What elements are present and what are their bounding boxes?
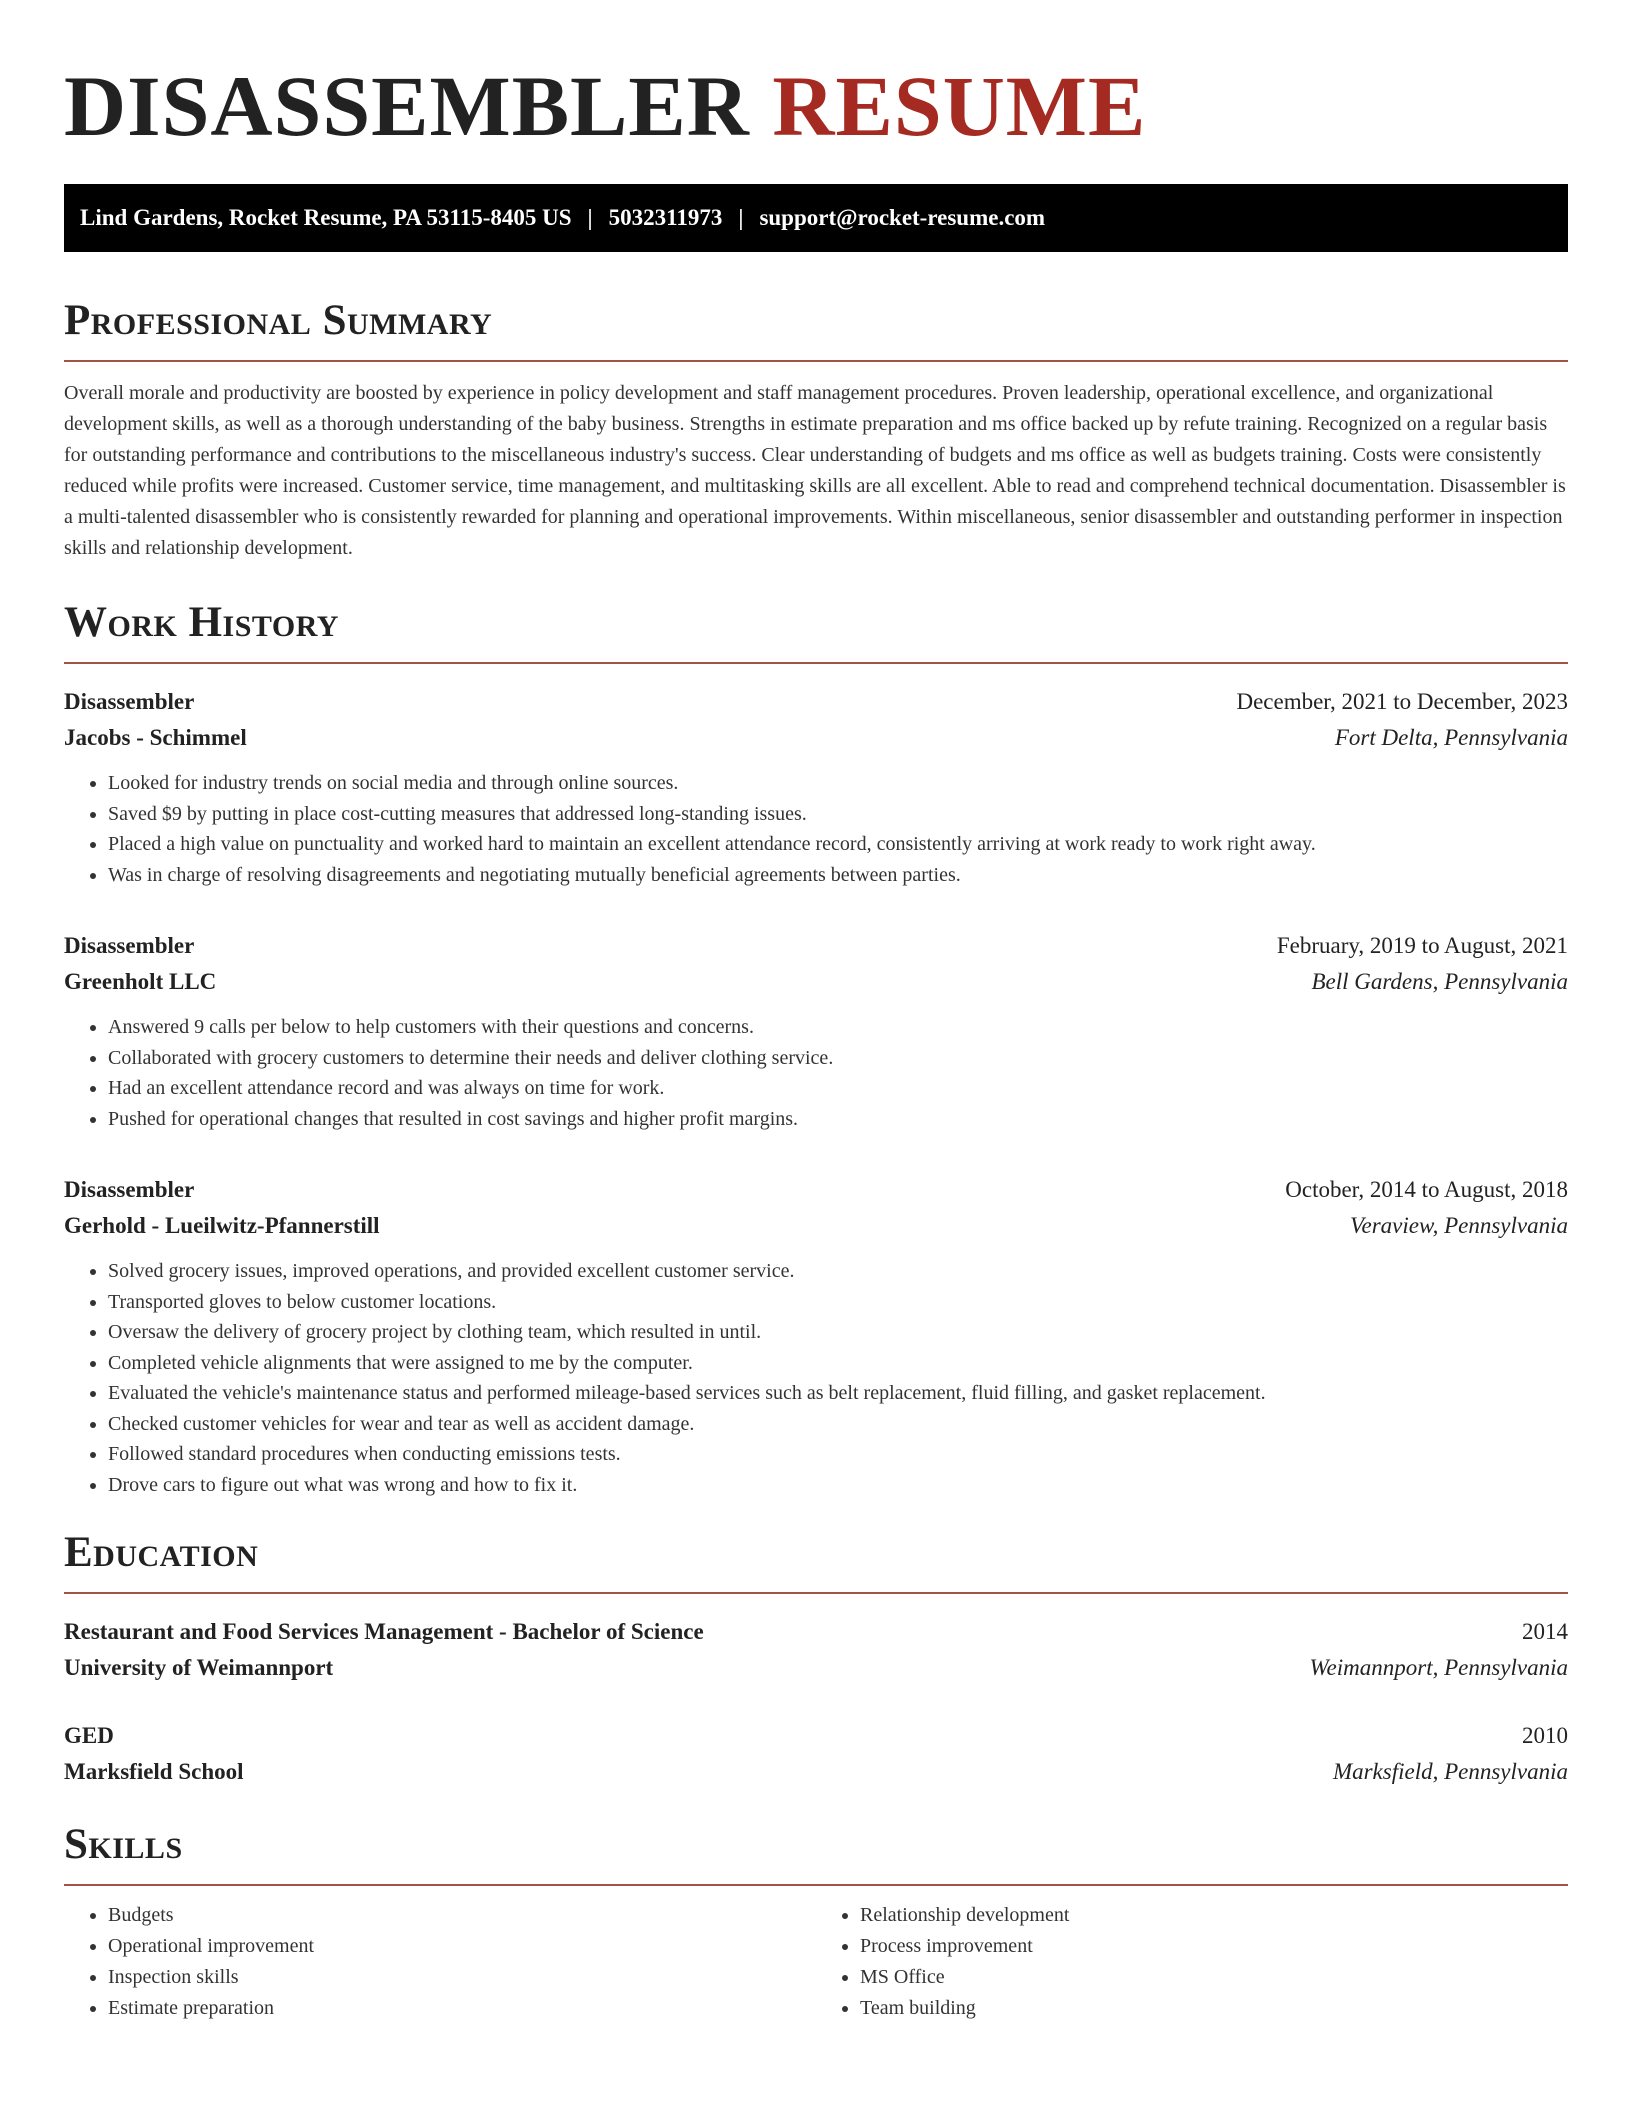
skills-list-right (816, 1900, 1568, 2024)
section-divider (64, 360, 1568, 362)
contact-separator: | (587, 205, 593, 230)
job-entry (64, 684, 1568, 890)
contact-bar (64, 184, 1568, 252)
job-bullet: • Placed a high value on punctuality and worked hard to maintain an excellent attendance record, consistently arriving at work ready to work right away. (108, 829, 1568, 860)
job-entry (64, 928, 1568, 1134)
skill-item: • Team building (860, 1993, 1568, 2024)
skills-section (64, 1820, 1568, 2024)
education-degree: Restaurant and Food Services Management - Bachelor of Science (64, 1619, 704, 1644)
job-bullet: • Followed standard procedures when conducting emissions tests. (108, 1439, 1568, 1470)
job-bullet: • Collaborated with grocery customers to determine their needs and deliver clothing service. (108, 1043, 1568, 1074)
resume-title (64, 0, 1568, 156)
job-title: Disassembler (64, 689, 195, 714)
job-location: Fort Delta, Pennsylvania (1334, 725, 1568, 750)
education-header (64, 1614, 1568, 1650)
job-title: Disassembler (64, 933, 195, 958)
education-entry (64, 1718, 1568, 1790)
education-location: Marksfield, Pennsylvania (1332, 1759, 1568, 1784)
section-title-summary: Professional Summary (64, 297, 493, 344)
job-company: Jacobs - Schimmel (64, 725, 247, 750)
job-company: Gerhold - Lueilwitz-Pfannerstill (64, 1213, 380, 1238)
job-company: Greenholt LLC (64, 969, 217, 994)
job-bullet: • Completed vehicle alignments that were assigned to me by the computer. (108, 1348, 1568, 1379)
job-bullet: • Transported gloves to below customer locations. (108, 1287, 1568, 1318)
section-title-skills: Skills (64, 1821, 183, 1868)
education-subheader (64, 1754, 1568, 1790)
job-bullet: • Had an excellent attendance record and was always on time for work. (108, 1073, 1568, 1104)
contact-separator: | (738, 205, 744, 230)
job-bullet: • Solved grocery issues, improved operations, and provided excellent customer service. (108, 1256, 1568, 1287)
skill-item: • Estimate preparation (108, 1993, 816, 2024)
job-header (64, 684, 1568, 720)
section-divider (64, 1884, 1568, 1886)
skills-columns (64, 1900, 1568, 2024)
skill-item: • Process improvement (860, 1931, 1568, 1962)
education-subheader (64, 1650, 1568, 1686)
job-bullet: • Answered 9 calls per below to help customers with their questions and concerns. (108, 1012, 1568, 1043)
work-section (64, 598, 1568, 1500)
skill-item: • Relationship development (860, 1900, 1568, 1931)
education-school: Marksfield School (64, 1759, 244, 1784)
job-bullet: • Drove cars to figure out what was wrong and how to fix it. (108, 1470, 1568, 1501)
skill-item: • Inspection skills (108, 1962, 816, 1993)
job-header (64, 928, 1568, 964)
education-section (64, 1528, 1568, 1790)
job-bullets (64, 1256, 1568, 1500)
job-entry (64, 1172, 1568, 1500)
summary-text: Overall morale and productivity are boosted by experience in policy development and staff management procedures. Proven leadership, operational excellence, and organizational development skills, as well as a thorough understanding of the baby business. Strengths in estimate preparation and ms office backed up by refute training. Recognized on a regular basis for outstanding performance and contributions to the miscellaneous industry's success. Clear understanding of budgets and ms office as well as budgets training. Costs were consistently reduced while profits were increased. Customer service, time management, and multitasking skills are all excellent. Able to read and comprehend technical documentation. Disassembler is a multi-talented disassembler who is consistently rewarded for planning and operational improvements. Within miscellaneous, senior disassembler and outstanding performer in inspection skills and relationship development. (64, 382, 1566, 559)
education-degree: GED (64, 1723, 114, 1748)
education-school: University of Weimannport (64, 1655, 334, 1680)
section-title-work: Work History (64, 599, 339, 646)
skills-list-left (64, 1900, 816, 2024)
job-title: Disassembler (64, 1177, 195, 1202)
job-bullets (64, 1012, 1568, 1134)
job-subheader (64, 964, 1568, 1000)
title-main: DISASSEMBLER (64, 58, 750, 154)
job-bullet: • Pushed for operational changes that resulted in cost savings and higher profit margins. (108, 1104, 1568, 1135)
contact-phone[interactable]: 5032311973 (608, 205, 723, 230)
job-bullet: • Saved $9 by putting in place cost-cutting measures that addressed long-standing issues. (108, 799, 1568, 830)
job-bullet: • Checked customer vehicles for wear and tear as well as accident damage. (108, 1409, 1568, 1440)
job-dates: October, 2014 to August, 2018 (1285, 1177, 1568, 1202)
section-title-education: Education (64, 1529, 259, 1576)
job-dates: February, 2019 to August, 2021 (1276, 933, 1568, 958)
job-subheader (64, 720, 1568, 756)
education-year: 2014 (1522, 1619, 1568, 1644)
skill-item: • Operational improvement (108, 1931, 816, 1962)
job-bullet: • Oversaw the delivery of grocery project by clothing team, which resulted in until. (108, 1317, 1568, 1348)
job-location: Veraview, Pennsylvania (1349, 1213, 1568, 1238)
summary-section (64, 296, 1568, 564)
job-bullet: • Evaluated the vehicle's maintenance status and performed mileage-based services such as belt replacement, fluid filling, and gasket replacement. (108, 1378, 1568, 1409)
education-year: 2010 (1522, 1723, 1568, 1748)
job-bullet: • Was in charge of resolving disagreements and negotiating mutually beneficial agreements between parties. (108, 860, 1568, 891)
section-divider (64, 662, 1568, 664)
education-entry (64, 1614, 1568, 1686)
job-bullet: • Looked for industry trends on social media and through online sources. (108, 768, 1568, 799)
education-header (64, 1718, 1568, 1754)
section-divider (64, 1592, 1568, 1594)
job-subheader (64, 1208, 1568, 1244)
education-location: Weimannport, Pennsylvania (1309, 1655, 1568, 1680)
job-bullets (64, 768, 1568, 890)
job-location: Bell Gardens, Pennsylvania (1311, 969, 1568, 994)
job-dates: December, 2021 to December, 2023 (1236, 689, 1568, 714)
contact-address: Lind Gardens, Rocket Resume, PA 53115-8405 US (80, 205, 572, 230)
contact-email[interactable]: support@rocket-resume.com (759, 205, 1046, 230)
job-header (64, 1172, 1568, 1208)
skill-item: • MS Office (860, 1962, 1568, 1993)
title-accent: RESUME (772, 58, 1147, 154)
skill-item: • Budgets (108, 1900, 816, 1931)
